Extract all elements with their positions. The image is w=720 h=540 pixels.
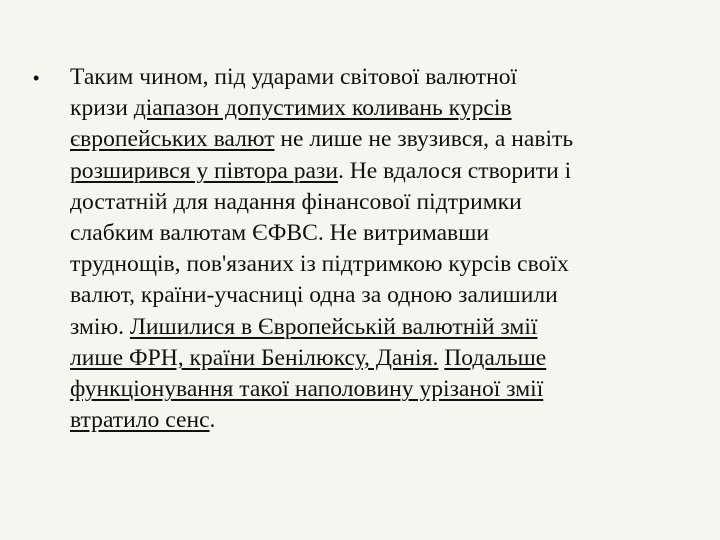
- text-line: [70, 312, 573, 343]
- text-line: [70, 405, 573, 436]
- underlined-text: Лишилися в Європейській валютній змії: [129, 313, 538, 340]
- text-line: [70, 93, 573, 124]
- bullet-icon: •: [33, 68, 40, 88]
- underlined-text: розширився у півтора рази: [70, 157, 338, 184]
- text-line: [70, 249, 573, 280]
- text-segment: .: [209, 407, 216, 434]
- text-line: [70, 124, 573, 155]
- text-line: [70, 62, 573, 93]
- underlined-text: лише ФРН, країни Бенілюксу, Данія.: [70, 344, 439, 371]
- text-line: [70, 187, 573, 218]
- text-line: [70, 343, 573, 374]
- underlined-text: функціонування такої наполовину урізаної змії: [70, 376, 544, 403]
- text-line: [70, 374, 573, 405]
- slide-paragraph: [70, 62, 573, 436]
- text-segment: достатній для надання фінансової підтримки: [70, 188, 522, 215]
- text-segment: труднощів, пов'язаних із підтримкою курсів своїх: [70, 251, 569, 278]
- text-segment: валют, країни-учасниці одна за одною залишили: [70, 282, 558, 309]
- text-segment: Таким чином, під ударами світової валютної: [70, 64, 518, 90]
- underlined-text: Подальше: [444, 344, 547, 371]
- text-line: [70, 218, 573, 249]
- underlined-text: європейських валют: [70, 126, 275, 153]
- text-segment: кризи: [70, 95, 134, 122]
- text-segment: слабким валютам ЄФВС. Не витримавши: [70, 220, 489, 247]
- underlined-text: втратило сенс: [70, 407, 210, 434]
- text-line: [70, 280, 573, 311]
- underlined-text: діапазон допустимих коливань курсів: [133, 95, 512, 122]
- text-segment: . Не вдалося створити і: [337, 157, 572, 184]
- text-segment: не лише не звузився, а навіть: [274, 126, 574, 153]
- text-line: [70, 156, 573, 187]
- text-segment: змію.: [70, 313, 130, 340]
